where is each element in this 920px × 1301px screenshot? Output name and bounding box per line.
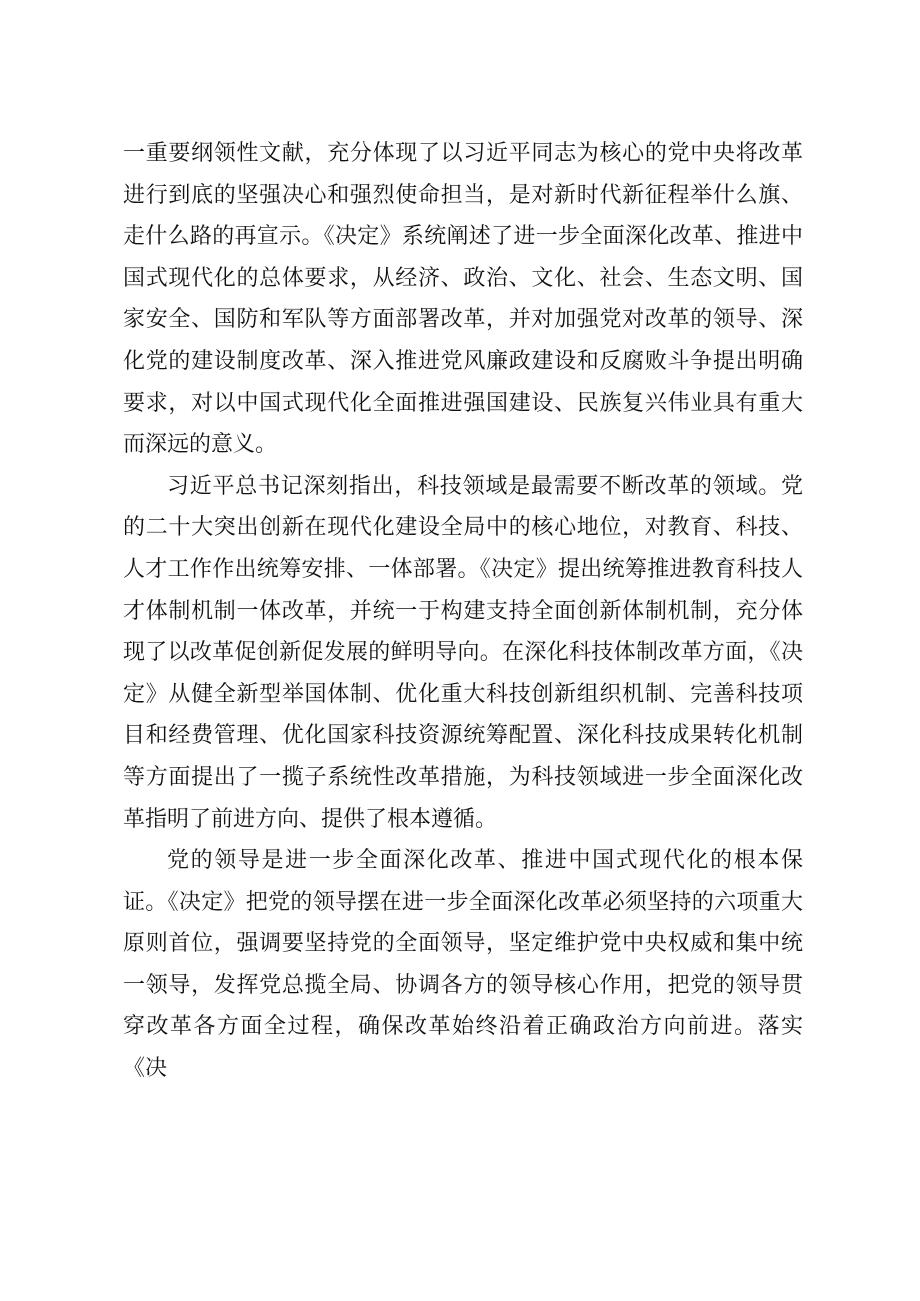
document-body <box>123 133 803 1090</box>
paragraph-2: 习近平总书记深刻指出，科技领域是最需要不断改革的领域。党的二十大突出创新在现代化建设全局中的核心地位，对教育、科技、人才工作作出统筹安排、一体部署。《决定》提出统筹推进教育科技人才体制机制一体改革，并统一于构建支持全面创新体制机制，充分体现了以改革促创新促发展的鲜明导向。在深化科技体制改革方面，《决定》从健全新型举国体制、优化重大科技创新组织机制、完善科技项目和经费管理、优化国家科技资源统筹配置、深化科技成果转化机制等方面提出了一揽子系统性改革措施，为科技领域进一步全面深化改革指明了前进方向、提供了根本遵循。 <box>123 473 803 832</box>
paragraph-1: 一重要纲领性文献，充分体现了以习近平同志为核心的党中央将改革进行到底的坚强决心和强烈使命担当，是对新时代新征程举什么旗、走什么路的再宣示。《决定》系统阐述了进一步全面深化改革、推进中国式现代化的总体要求，从经济、政治、文化、社会、生态文明、国家安全、国防和军队等方面部署改革，并对加强党对改革的领导、深化党的建设制度改革、深入推进党风廉政建设和反腐败斗争提出明确要求，对以中国式现代化全面推进强国建设、民族复兴伟业具有重大而深远的意义。 <box>123 141 803 458</box>
paragraph-3: 党的领导是进一步全面深化改革、推进中国式现代化的根本保证。《决定》把党的领导摆在进一步全面深化改革必须坚持的六项重大原则首位，强调要坚持党的全面领导，坚定维护党中央权威和集中统一领导，发挥党总揽全局、协调各方的领导核心作用，把党的领导贯穿改革各方面全过程，确保改革始终沿着正确政治方向前进。落实《决 <box>123 848 803 1082</box>
